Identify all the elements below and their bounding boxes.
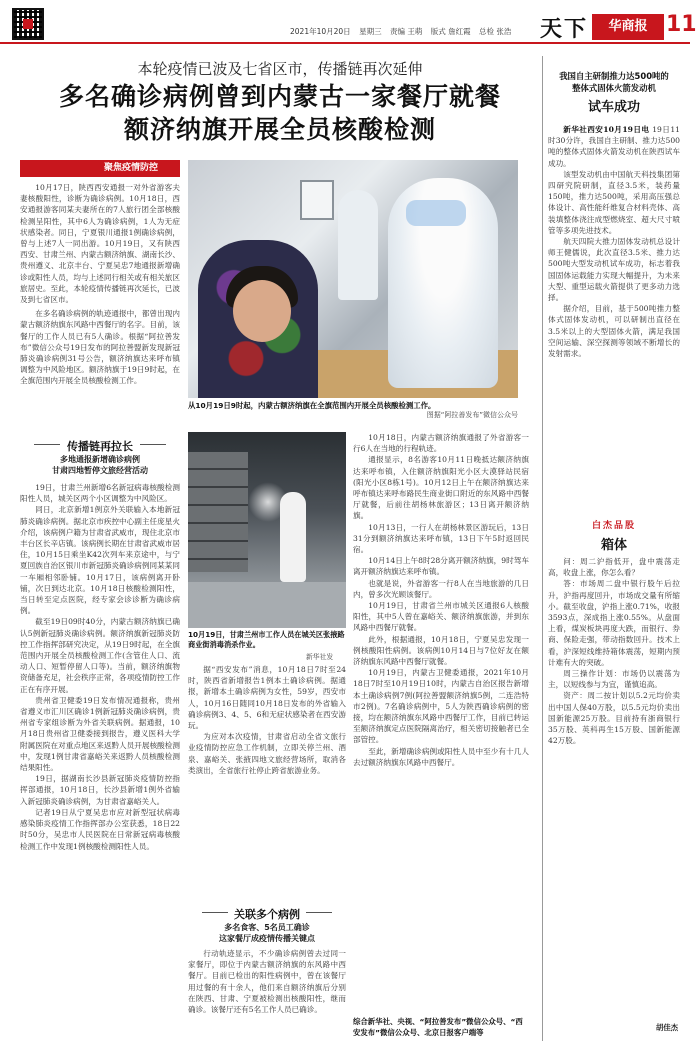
news-paragraph-2: 该型发动机由中国航天科技集团第四研究院研制，直径3.5米，装药量150吨，推力达500吨，采用高压强总体设计、高性能纤维复合材料壳体、高装填整体浇注成型燃烧室、超大尺寸喷管等多项先进技术。	[548, 169, 680, 235]
masthead-logo: 华商报	[592, 14, 664, 40]
section2-paragraph-3: 通报显示，8名游客10月11日晚抵达额济纳旗达来呼布镇，入住额济纳旗阳光小区大漠驿站民宿(阳光小区8栋1号)。10月12日上午在额济纳旗达来呼布镇达来呼布路民生商业街口附近的东风路中西餐厅就餐，后前往胡杨林旅游区；13日离开额济纳旗。	[353, 455, 529, 521]
section1-subtitle-2: 甘肃四地暂停文旅经营活动	[52, 466, 148, 475]
issue-meta	[290, 26, 517, 37]
section1-subtitle-1: 多地通报新增确诊病例	[60, 455, 140, 464]
column-banner: 白杰品股	[591, 521, 636, 531]
news-paragraph-3: 航天四院大推力固体发动机总设计师王健儒说，此次直径3.5米、推力达500吨大型发动机试车成功，标志着我国固体运载能力实现大幅提升，为未来大型、重型运载火箭提供了更多动力选择。	[548, 237, 680, 303]
section1-column-b	[188, 664, 346, 900]
section1-paragraph-5: 19日，据湖南长沙县新冠肺炎疫情防控指挥部通报，10月18日，长沙县新增1例外省输入新冠肺炎确诊病例，为甘肃省嘉峪关人。	[20, 774, 180, 806]
section2-paragraph-9: 10月19日，内蒙古卫健委通报，2021年10月18日7时至10月19日10时，内蒙古自治区报告新增本土确诊病例7例(阿拉善盟额济纳旗5例，二连浩特市2例)。7名确诊病例中，5人为陕西确诊病例的密接，均在额济纳旗东风路中西餐厅工作，目前已转运至额济纳旗定点医院隔离治疗，相关密切接触者已全部管控。	[353, 668, 529, 745]
column-paragraph-4: 资产：周二按计划以5.2元均价卖出中国人保40万股，以5.5元均价卖出国新能源25万股。目前持有浙商银行35万股、英科再生15万股、国新能源42万股。	[548, 691, 680, 746]
section2-subhead	[188, 906, 346, 944]
section1-paragraph-7: 据“西安发布”消息，10月18日7时至24时，陕西省新增报告1例本土确诊病例。据通报，新增本土确诊病例为女性，59岁，西安市人，10月16日随同10月18日发布的外省输入确诊病例3、4、5、6和无症状感染者在西安游玩。	[188, 665, 346, 731]
section2-paragraph-6: 也就是说，外省游客一行8人在当地旅游的几日内，曾多次光顾该餐厅。	[353, 578, 529, 599]
section2-paragraph-2: 10月18日，内蒙古额济纳旗通报了外省游客一行6人在当地的行程轨迹。	[353, 433, 529, 454]
section1-subhead	[20, 438, 180, 476]
news-body	[548, 124, 680, 512]
section2-paragraph-1: 行动轨迹显示，不少确诊病例曾去过同一家餐厅，即位于内蒙古额济纳旗的东风路中西餐厅。目前已检出的阳性病例中，曾在该餐厅用过餐的有十余人，他们来自额济纳旗后分别在陕西、甘肃、宁夏被检测出核酸阳性，继而确诊。该餐厅还有5名工作人员已确诊。	[188, 949, 346, 1015]
section2-subtitle-2: 这家餐厅成疫情传播关键点	[219, 934, 315, 943]
section1-paragraph-6: 记者19日从宁夏吴忠市应对新型冠状病毒感染肺炎疫情工作指挥部办公室获悉，18日22时50分，吴忠市人民医院在日常新冠病毒核酸检测工作中发现1例核酸检测阳性人员。	[20, 807, 180, 851]
page-number: 11	[666, 12, 697, 37]
lead-paragraph-2: 在多名确诊病例的轨迹通报中，都曾出现内蒙古额济纳旗东风路中西餐厅的名字。目前，该餐厅的工作人员已有5人确诊。根据“阿拉善发布”微信公众号19日发布的阿拉善盟新发现新冠肺炎确诊病例31号公告，额济纳旗达来呼布镇调整为中风险地区。额济纳旗于19日9时起，在全旗范围内开展全员核酸检测工作。	[20, 309, 180, 386]
section1-paragraph-8: 为应对本次疫情，甘肃省启动全省文旅行业疫情防控应急工作机制，立即关停兰州、酒泉、嘉峪关、张掖四地文旅经营场所，取消各类演出，全省旅行社停止跨省旅游业务。	[188, 732, 346, 775]
section2-paragraph-4: 10月13日，一行人在胡杨林景区游玩后，13日31分到额济纳旗达来呼布镇，13日下午5时返回民宿。	[353, 522, 529, 555]
issue-weekday: 星期三	[359, 27, 382, 36]
headline-line-2: 额济纳旗开展全员核酸检测	[123, 115, 436, 144]
photo-street-credit: 新华社发	[306, 653, 334, 661]
section2-paragraph-5: 10月14日上午8时28分离开额济纳旗，9时驾车离开额济纳旗达来呼布镇。	[353, 556, 529, 577]
news-paragraph-1	[548, 124, 680, 169]
editor-credit: 责编 王萌	[389, 27, 423, 36]
section1-paragraph-4: 贵州省卫健委19日发布情况通报称，贵州省遵义市汇川区确诊1例新冠肺炎确诊病例，贵州省专家组诊断为外省关联病例。据通报，10月18日贵州省卫健委接到报告，遵义医科大学附属医院在对重点地区来返黔人员开展核酸检测中，发现1例甘肃省嘉峪关来返黔人员核酸检测结果阳性。	[20, 695, 180, 773]
section2-paragraph-7: 10月19日，甘肃省兰州市城关区通报6人核酸阳性，其中5人曾在嘉峪关、额济纳旗旅游，并到东风路中西餐厅就餐。	[353, 601, 529, 633]
section2-subtitle-1: 多名食客、5名员工确诊	[224, 923, 310, 932]
section1-column-a	[20, 482, 180, 1044]
headline-kicker: 本轮疫情已波及七省区市，传播链再次延伸	[137, 60, 423, 78]
section2-column-b	[353, 432, 529, 1012]
column-title: 箱体	[600, 538, 627, 553]
issue-date: 2021年10月20日	[290, 27, 351, 36]
lead-column	[20, 182, 180, 440]
column-paragraph-3: 周三操作计划：市场仍以震荡为主，以短线参与为宜，谨慎追高。	[548, 669, 680, 690]
designer-credit: 版式 詹红霞	[430, 27, 471, 36]
photo-main-caption: 从10月19日9时起，内蒙古额济纳旗在全旗范围内开展全员核酸检测工作。	[188, 401, 436, 410]
section2-title: 关联多个病例	[234, 908, 300, 921]
photo-street-disinfection	[188, 432, 346, 628]
section2-paragraph-10: 至此，新增确诊病例或阳性人员中至少有十几人去过额济纳旗东风路中西餐厅。	[353, 746, 529, 767]
article-sources: 综合新华社、央视、“阿拉善发布”微信公众号、“西安发布”微信公众号、北京日报客户端等	[353, 1017, 523, 1037]
news-paragraph-1-text: 19日11时30分许，我国自主研制、推力达500吨的整体式固体火箭发动机在陕西试车成功。	[548, 125, 680, 168]
news-title	[548, 70, 680, 94]
column-author: 胡佳杰	[655, 1023, 678, 1032]
section1-title: 传播链再拉长	[67, 440, 133, 453]
news-title-line-2: 整体式固体火箭发动机	[572, 83, 656, 93]
headline	[20, 80, 540, 146]
news-headline: 试车成功	[587, 100, 640, 115]
photo-street-caption: 10月19日，甘肃兰州市工作人员在城关区张掖路商业街消毒消杀作业。	[188, 630, 345, 649]
headline-line-1: 多名确诊病例曾到内蒙古一家餐厅就餐	[58, 82, 501, 111]
section2-paragraph-8: 此外，根据通报，10月18日，宁夏吴忠发现一例核酸阳性病例。该病例10月14日与7位好友在额济纳旗东风路中西餐厅就餐。	[353, 634, 529, 667]
section1-paragraph-3: 截至19日09时40分，内蒙古额济纳旗已确认5例新冠肺炎确诊病例。额济纳旗新冠肺炎防控工作指挥部研究决定，从19日9时起，在全旗范围内开展全员核酸检测工作(含管住人口、流动人口、短暂停留人口等)。当前，额济纳旗物资储备充足，社会秩序正常，各项疫情防控工作正在有序开展。	[20, 617, 180, 694]
lead-tag: 聚焦疫情防控	[104, 163, 159, 173]
section-title: 天下	[540, 17, 589, 42]
photo-main-credit: 图据“阿拉善发布”微信公众号	[426, 411, 518, 419]
lead-paragraph-1: 10月17日，陕西西安通报一对外省游客夫妻核酸阳性，诊断为确诊病例。10月18日，西安通报游客同某夫妻所在的7人旅行团全部核酸检测呈阳性，其中6人为确诊病例，1人为无症状感染者。同日，宁夏银川通报1例确诊病例，曾与上述7人一同出游。10月19日，又有陕西西安、甘肃兰州、内蒙古额济纳旗、湖南长沙、贵州遵义、北京丰台、宁夏吴忠7地通报新增确诊或阳性人员，均与上述同行相关或有相关旅区旅居史。至此，本轮疫情传播链再次延长，已波及到七省区市。	[20, 183, 180, 305]
column-paragraph-2: 答：市场周二盘中银行股午后拉升，沪指再度回升，市场成交量有所缩小。截至收盘，沪指上涨0.71%，收报3593点，深成指上涨0.55%。从盘面上看，煤炭板块再度大跌，而银行、券商、保险走强，带动指数回升。技术上看，沪深短线维持箱体震荡，短期内预计难有大的突破。	[548, 579, 680, 667]
news-paragraph-4: 据介绍，目前，基于500吨推力整体式固体发动机，可以研制出直径在3.5米以上的大型固体火箭，满足我国空间运输、深空探测等领域不断增长的发射需求。	[548, 304, 680, 359]
column-paragraph-1: 问：周二沪指低开，盘中震荡走高，收盘上涨，你怎么看？	[548, 557, 680, 578]
news-dateline: 新华社西安10月19日电	[563, 125, 650, 134]
section1-paragraph-1: 19日，甘肃兰州新增6名新冠病毒核酸检测阳性人员，城关区两个小区调整为中风险区。	[20, 483, 180, 504]
column-body	[548, 556, 680, 1018]
photo-nucleic-acid-test	[188, 160, 518, 398]
qr-code-icon	[12, 8, 44, 40]
proof-credit: 总检 张浩	[479, 27, 512, 36]
sidebar-divider	[542, 56, 543, 1041]
news-title-line-1: 我国自主研制推力达500吨的	[559, 71, 669, 81]
section2-column-a	[188, 948, 346, 1044]
section1-paragraph-2: 同日，北京新增1例京外关联输入本地新冠肺炎确诊病例。据北京市疾控中心副主任庞星火介绍，该病例户籍为甘肃省武威市，现住北京市丰台区长辛店镇。该病例长期在甘肃省武威市居住，10月15日乘坐K42次列车来京途中，与宁夏回族自治区银川市新冠肺炎确诊病例同某某同一车厢相邻卧铺。10月17日，该病例离开卧铺，次日到达北京。10月18日核酸检测阳性，当日转至定点医院，经专家会诊诊断为确诊病例。	[20, 505, 180, 616]
